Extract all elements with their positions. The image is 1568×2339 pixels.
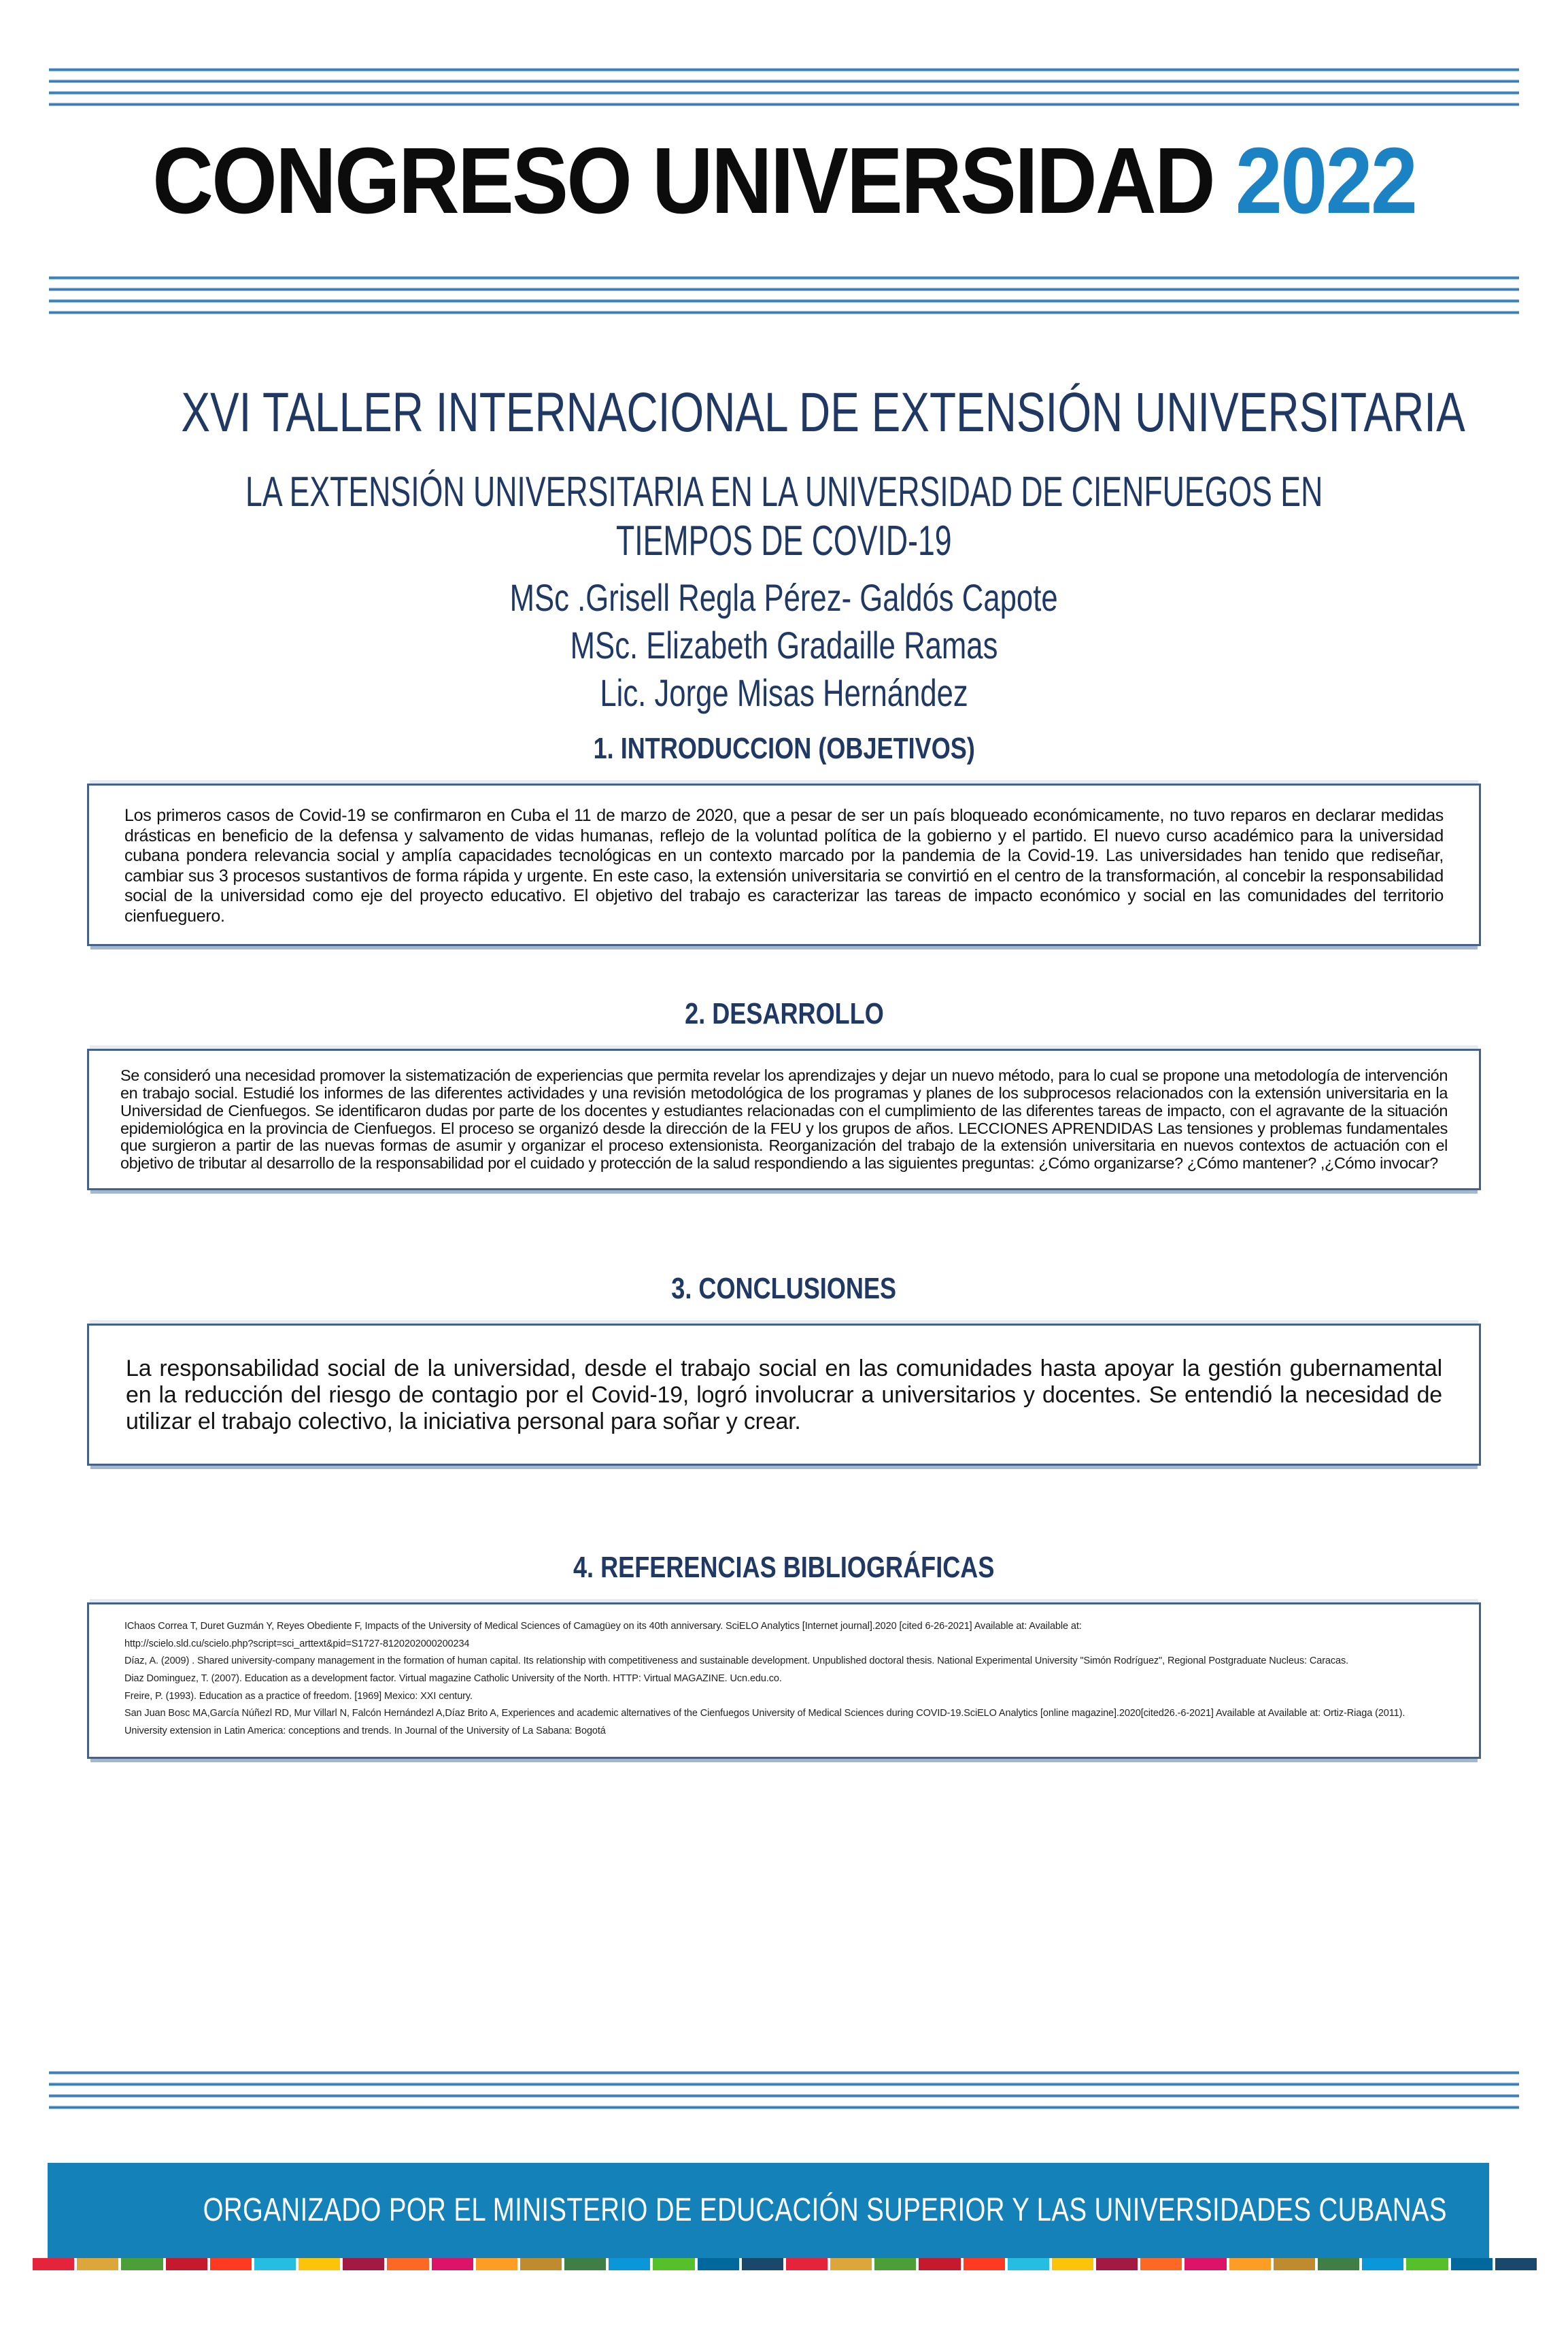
sdg-color-square xyxy=(1274,2258,1315,2270)
sdg-color-square xyxy=(387,2258,428,2270)
sdg-color-square xyxy=(166,2258,207,2270)
sdg-color-square xyxy=(1318,2258,1359,2270)
sdg-color-square xyxy=(1362,2258,1403,2270)
sdg-color-square xyxy=(121,2258,163,2270)
section-heading-development xyxy=(0,997,1568,1031)
banner-title xyxy=(152,129,1416,233)
horizontal-rule xyxy=(49,103,1519,106)
sdg-color-square xyxy=(964,2258,1005,2270)
author-line xyxy=(0,622,1568,669)
sdg-color-square xyxy=(432,2258,473,2270)
section-heading-introduction-text: 1. INTRODUCCION (OBJETIVOS) xyxy=(593,732,975,765)
horizontal-rule xyxy=(49,299,1519,303)
sdg-color-square xyxy=(1096,2258,1138,2270)
sdg-color-square xyxy=(33,2258,74,2270)
sdg-color-square xyxy=(564,2258,606,2270)
section-heading-conclusions-text: 3. CONCLUSIONES xyxy=(671,1272,897,1305)
sdg-color-square xyxy=(1495,2258,1537,2270)
bottom-rule-group xyxy=(49,2071,1519,2109)
sdg-color-square xyxy=(343,2258,384,2270)
horizontal-rule xyxy=(49,91,1519,95)
sdg-color-square xyxy=(1184,2258,1226,2270)
event-title xyxy=(0,382,1568,443)
sdg-color-square xyxy=(609,2258,650,2270)
horizontal-rule xyxy=(49,68,1519,71)
section-heading-references xyxy=(0,1551,1568,1585)
horizontal-rule xyxy=(49,2071,1519,2074)
reference-entry: Díaz, A. (2009) . Shared university-company management in the formation of human capital. Its relationship with competitiveness and sustainable development. Unpublished doctoral thesis. National Experimental University "Simón Rodríguez", Regional Postgraduate Nucleus: Caracas. xyxy=(124,1655,1349,1667)
banner-title-text: CONGRESO UNIVERSIDAD xyxy=(152,129,1214,233)
event-subtitle-line2-text: TIEMPOS DE COVID-19 xyxy=(616,518,952,565)
section-heading-development-text: 2. DESARROLLO xyxy=(684,997,884,1030)
reference-entry: Diaz Dominguez, T. (2007). Education as a development factor. Virtual magazine Catholic University of the North. HTTP: Virtual MAGAZINE. Ucn.edu.co. xyxy=(124,1673,782,1685)
sdg-color-square xyxy=(1406,2258,1448,2270)
horizontal-rule xyxy=(49,311,1519,314)
event-subtitle-line1-text: LA EXTENSIÓN UNIVERSITARIA EN LA UNIVERSIDAD DE CIENFUEGOS EN xyxy=(245,469,1323,516)
conclusions-box xyxy=(87,1324,1481,1466)
organizer-footer-inner xyxy=(48,2163,1489,2258)
author-3: Lic. Jorge Misas Hernández xyxy=(600,671,968,714)
author-1: MSc .Grisell Regla Pérez- Galdós Capote xyxy=(510,576,1058,619)
sdg-color-square xyxy=(1008,2258,1049,2270)
sdg-color-square xyxy=(1229,2258,1271,2270)
sdg-color-square xyxy=(874,2258,916,2270)
sdg-color-square xyxy=(1451,2258,1493,2270)
event-subtitle-line1 xyxy=(0,468,1568,517)
reference-entry: University extension in Latin America: conceptions and trends. In Journal of the University of La Sabana: Bogotá xyxy=(124,1726,606,1737)
sdg-color-square xyxy=(1052,2258,1093,2270)
horizontal-rule xyxy=(49,288,1519,291)
organizer-footer-bar xyxy=(48,2163,1489,2258)
reference-url: http://scielo.sld.cu/scielo.php?script=sci_arttext&pid=S1727-8120202000200234 xyxy=(124,1638,470,1649)
section-heading-references-text: 4. REFERENCIAS BIBLIOGRÁFICAS xyxy=(573,1551,995,1584)
sdg-color-square xyxy=(698,2258,739,2270)
event-title-text: XVI TALLER INTERNACIONAL DE EXTENSIÓN UNIVERSITARIA xyxy=(181,382,1465,443)
horizontal-rule xyxy=(49,80,1519,83)
sdg-color-square xyxy=(1140,2258,1182,2270)
sdg-color-square xyxy=(77,2258,118,2270)
horizontal-rule xyxy=(49,276,1519,280)
top-rule-group xyxy=(49,0,1519,106)
congress-banner xyxy=(0,129,1568,235)
sdg-color-square xyxy=(830,2258,872,2270)
horizontal-rule xyxy=(49,2106,1519,2109)
sdg-strip xyxy=(33,2258,1537,2270)
reference-entry: IChaos Correa T, Duret Guzmán Y, Reyes Obediente F, Impacts of the University of Medical Sciences of Camagüey on its 40th anniversary. SciELO Analytics [Internet journal].2020 [cited 6-26-2021] Available at: Available at: xyxy=(124,1621,1082,1632)
event-subtitle xyxy=(0,468,1568,566)
reference-entry: Freire, P. (1993). Education as a practice of freedom. [1969] Mexico: XXI century. xyxy=(124,1690,473,1702)
event-subtitle-line2 xyxy=(0,517,1568,566)
author-line xyxy=(0,669,1568,717)
sdg-color-square xyxy=(210,2258,252,2270)
sdg-color-square xyxy=(742,2258,783,2270)
development-box xyxy=(87,1049,1481,1190)
sdg-color-square xyxy=(919,2258,960,2270)
introduction-box xyxy=(87,784,1481,946)
mid-rule-group xyxy=(49,276,1519,314)
banner-year: 2022 xyxy=(1235,129,1416,233)
sdg-color-square xyxy=(476,2258,517,2270)
sdg-color-square xyxy=(653,2258,694,2270)
introduction-body: Los primeros casos de Covid-19 se confirmaron en Cuba el 11 de marzo de 2020, que a pesar de ser un país bloqueado económicamente, no tuvo reparos en declarar medidas drásticas en beneficio de la defensa y salvamento de vidas humanas, reflejo de la voluntad política de la gobierno y el partido. El nuevo curso académico para la universidad cubana pondera relevancia social y amplía capacidades tecnológicas en un contexto marcado por la pandemia de la Covid-19. Las universidades han tenido que rediseñar, cambiar sus 3 procesos sustantivos de forma rápida y urgente. En este caso, la extensión universitaria se convirtió en el centro de la transformación, al concebir la responsabilidad social de la universidad como eje del proyecto educativo. El objetivo del trabajo es caracterizar las tareas de impacto económico y social en las comunidades del territorio cienfueguero. xyxy=(124,806,1444,926)
conclusions-body: La responsabilidad social de la universidad, desde el trabajo social en las comunidades hasta apoyar la gestión gubernamental en la reducción del riesgo de contagio por el Covid-19, logró involucrar a universitarios y docentes. Se entendió la necesidad de utilizar el trabajo colectivo, la iniciativa personal para soñar y crear. xyxy=(126,1356,1442,1434)
author-line xyxy=(0,574,1568,622)
horizontal-rule xyxy=(49,2094,1519,2098)
organizer-footer-text: ORGANIZADO POR EL MINISTERIO DE EDUCACIÓN SUPERIOR Y LAS UNIVERSIDADES CUBANAS xyxy=(203,2192,1447,2228)
reference-entry: San Juan Bosc MA,García Núñezl RD, Mur Villarl N, Falcón Hernándezl A,Díaz Brito A, Experiences and academic alternatives of the Cienfuegos University of Medical Sciences during COVID-19.SciELO Analytics [online magazine].2020[cited26.-6-2021] Available at Available at: Ortiz-Riaga (2011). xyxy=(124,1708,1405,1719)
author-2: MSc. Elizabeth Gradaille Ramas xyxy=(570,624,998,667)
sdg-color-square xyxy=(520,2258,562,2270)
development-body: Se consideró una necesidad promover la sistematización de experiencias que permita revelar los aprendizajes y dejar un nuevo método, para lo cual se propone una metodología de intervención en trabajo social. Estudié los informes de las diferentes actividades y una revisión metodológica de los programas y planes de los subprocesos relacionados con la extensión universitaria en la Universidad de Cienfuegos. Se identificaron dudas por parte de los docentes y estudiantes relacionadas con el cumplimiento de las diferentes tareas de impacto, con el agravante de la situación epidemiológica en la provincia de Cienfuegos. El proceso se organizó desde la dirección de la FEU y los grupos de años. LECCIONES APRENDIDAS Las tensiones y problemas fundamentales que surgieron a partir de las nuevas formas de asumir y organizar el proceso extensionista. Reorganización del trabajo de la extensión universitaria en nuevos contextos de actuación con el objetivo de tributar al desarrollo de la responsabilidad por el cuidado y protección de la salud respondiendo a las siguientes preguntas: ¿Cómo organizarse? ¿Cómo mantener? ,¿Cómo invocar? xyxy=(120,1066,1448,1173)
section-heading-introduction xyxy=(0,732,1568,766)
sdg-color-square xyxy=(254,2258,296,2270)
authors-block xyxy=(0,574,1568,717)
horizontal-rule xyxy=(49,2083,1519,2086)
sdg-color-square xyxy=(299,2258,340,2270)
sdg-color-square xyxy=(786,2258,828,2270)
section-heading-conclusions xyxy=(0,1272,1568,1306)
references-box xyxy=(87,1602,1481,1759)
